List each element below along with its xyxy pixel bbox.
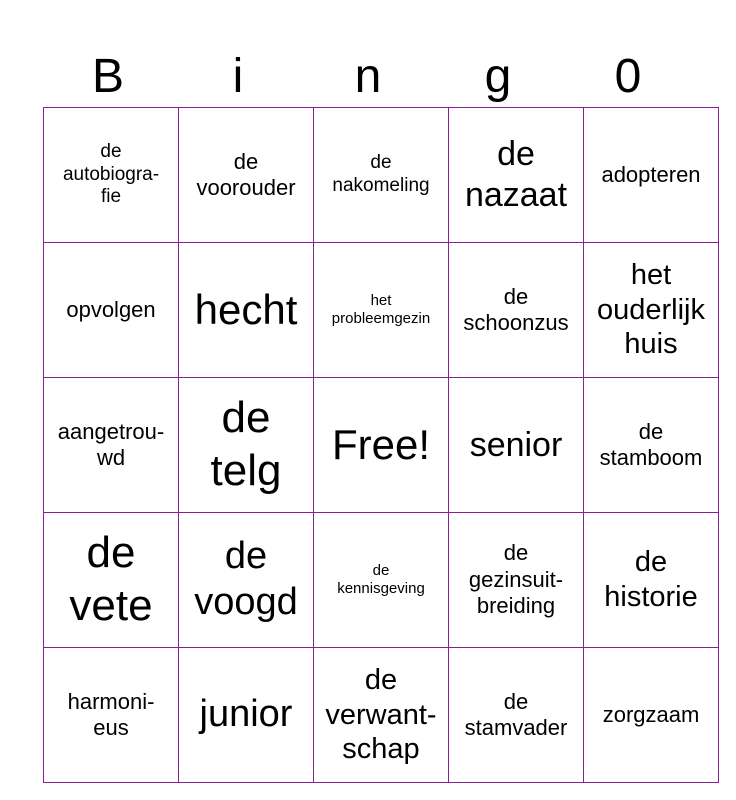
cell-line: verwant- xyxy=(325,698,437,731)
cell-line: schoonzus xyxy=(463,310,569,335)
cell-line: nazaat xyxy=(464,176,568,214)
bingo-cell[interactable] xyxy=(314,108,449,243)
bingo-cell[interactable] xyxy=(44,513,179,648)
bingo-cell[interactable] xyxy=(449,378,584,513)
header-letter-o: 0 xyxy=(614,50,642,103)
bingo-cell[interactable] xyxy=(314,513,449,648)
bingo-cell[interactable] xyxy=(314,243,449,378)
header-letter-n: n xyxy=(354,50,382,103)
cell-line: de xyxy=(497,135,535,174)
board-row xyxy=(44,378,719,513)
cell-line: de xyxy=(503,688,529,714)
cell-line: zorgzaam xyxy=(602,701,700,727)
bingo-cell[interactable] xyxy=(314,648,449,783)
cell-line: autobiogra- xyxy=(62,163,160,185)
bingo-cell[interactable] xyxy=(449,243,584,378)
cell-line: adopteren xyxy=(601,161,701,187)
cell-line: de xyxy=(86,528,136,578)
cell-line: breiding xyxy=(476,593,556,619)
cell-line: historie xyxy=(604,581,698,613)
bingo-header xyxy=(43,48,693,106)
cell-line: opvolgen xyxy=(66,296,156,322)
cell-line: ouderlijk xyxy=(597,293,705,326)
cell-line: de xyxy=(372,562,390,579)
cell-line: Free! xyxy=(331,420,431,468)
cell-line: de xyxy=(503,283,529,309)
cell-line: gezinsuit- xyxy=(468,566,564,592)
cell-line: eus xyxy=(93,715,129,740)
cell-line: harmoni- xyxy=(67,688,155,714)
cell-line: stamboom xyxy=(599,445,703,470)
cell-line: huis xyxy=(624,328,678,361)
cell-line: senior xyxy=(469,425,563,464)
header-letter-i: i xyxy=(232,50,244,103)
bingo-cell[interactable] xyxy=(449,108,584,243)
cell-line: de xyxy=(634,546,668,579)
cell-line: de xyxy=(638,418,664,444)
cell-line: voogd xyxy=(194,581,298,623)
bingo-cell[interactable] xyxy=(584,243,719,378)
header-letter-b: B xyxy=(91,50,124,103)
cell-line: de xyxy=(364,663,398,696)
cell-line: de xyxy=(221,393,271,443)
bingo-cell[interactable] xyxy=(584,648,719,783)
cell-line: schap xyxy=(342,733,420,766)
cell-line: telg xyxy=(210,446,282,495)
bingo-cell[interactable] xyxy=(584,378,719,513)
cell-line: nakomeling xyxy=(332,175,430,196)
bingo-cell[interactable] xyxy=(449,648,584,783)
bingo-board xyxy=(43,107,719,783)
cell-line: het xyxy=(370,292,392,309)
bingo-cell[interactable] xyxy=(179,108,314,243)
header-letter-g: g xyxy=(484,50,512,103)
bingo-cell[interactable] xyxy=(584,513,719,648)
cell-line: de xyxy=(233,148,259,174)
cell-line: wd xyxy=(96,445,126,470)
cell-line: kennisgeving xyxy=(337,580,425,597)
bingo-cell[interactable] xyxy=(44,108,179,243)
cell-line: fie xyxy=(100,186,122,208)
free-space-cell[interactable] xyxy=(314,378,449,513)
bingo-cell[interactable] xyxy=(44,378,179,513)
cell-line: de xyxy=(503,540,529,566)
cell-line: probleemgezin xyxy=(331,310,431,327)
cell-line: het xyxy=(630,258,672,291)
cell-line: voorouder xyxy=(196,175,296,200)
bingo-cell[interactable] xyxy=(449,513,584,648)
cell-line: hecht xyxy=(194,285,298,333)
cell-line: stamvader xyxy=(464,715,568,740)
cell-line: aangetrou- xyxy=(57,418,165,444)
bingo-cell[interactable] xyxy=(584,108,719,243)
cell-line: de xyxy=(100,140,122,162)
bingo-cell[interactable] xyxy=(179,648,314,783)
bingo-cell[interactable] xyxy=(179,243,314,378)
board-row xyxy=(44,108,719,243)
board-row xyxy=(44,243,719,378)
cell-line: vete xyxy=(69,581,153,630)
cell-line: junior xyxy=(199,693,293,736)
board-row xyxy=(44,513,719,648)
bingo-cell[interactable] xyxy=(44,243,179,378)
bingo-cell[interactable] xyxy=(44,648,179,783)
cell-line: de xyxy=(370,152,392,174)
cell-line: de xyxy=(224,535,268,578)
board-row xyxy=(44,648,719,783)
bingo-cell[interactable] xyxy=(179,513,314,648)
bingo-cell[interactable] xyxy=(179,378,314,513)
